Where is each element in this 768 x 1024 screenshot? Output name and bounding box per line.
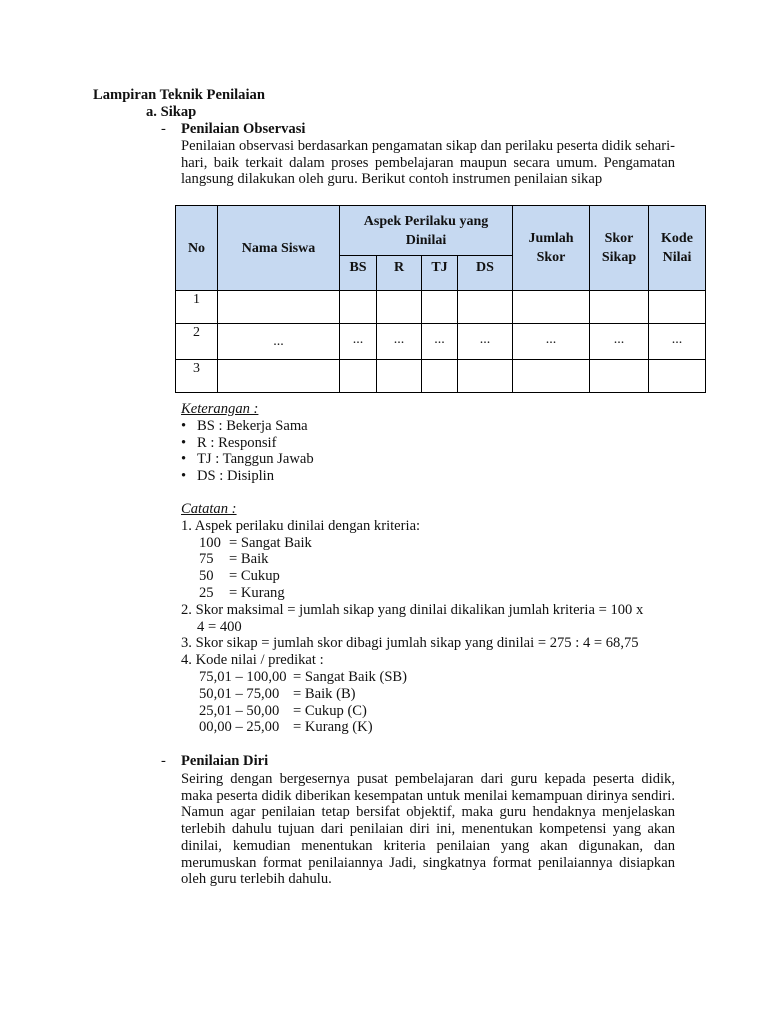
predikat-row (181, 686, 643, 703)
predikat-range: 50,01 – 75,00 (199, 685, 280, 702)
list-item (181, 435, 314, 452)
cell-bs (340, 360, 377, 393)
predikat-label: = Baik (B) (293, 685, 356, 702)
cell-tj (422, 291, 458, 324)
cell-r: ... (377, 324, 422, 360)
observasi-dash: - (161, 121, 166, 137)
header-skor-sikap: Skor Sikap (590, 206, 649, 291)
keterangan-title: Keterangan : (181, 401, 259, 417)
diri-title: Penilaian Diri (181, 753, 269, 769)
criteria-value: 75 (199, 551, 214, 568)
keterangan-block (181, 401, 314, 485)
row-no: 3 (176, 360, 218, 393)
header-ds: DS (458, 256, 513, 291)
keterangan-item: TJ : Tanggun Jawab (197, 451, 314, 468)
predikat-range: 25,01 – 50,00 (199, 702, 280, 719)
predikat-label: = Cukup (C) (293, 702, 367, 719)
catatan-item-1: 1. Aspek perilaku dinilai dengan kriteria: (181, 517, 421, 534)
cell-bs (340, 291, 377, 324)
observation-table (175, 205, 706, 393)
predikat-row (181, 669, 643, 686)
criteria-row (181, 535, 643, 552)
table-row (176, 360, 706, 393)
cell-jumlah (513, 360, 590, 393)
diri-paragraph-text: Seiring dengan bergesernya pusat pembelajaran dari guru kepada peserta didik, maka peserta didik diberikan kesempatan untuk menilai kemampuan dirinya sendiri. Namun agar penilaian tetap bersifat objektif, maka guru hendaknya menjelaskan terlebih dahulu tujuan dari penilaian diri ini, menentukan kompetensi yang akan dinilai, kemudian menentukan kriteria penilaian yang akan digunakan, dan merumuskan format penilaiannya Jadi, singkatnya format penilaiannya disiapkan oleh guru terlebih dahulu. (181, 771, 675, 888)
cell-ds (458, 291, 513, 324)
cell-jumlah (513, 291, 590, 324)
criteria-label: = Kurang (229, 584, 285, 601)
criteria-row (181, 568, 643, 585)
document-heading: Lampiran Teknik Penilaian (93, 87, 265, 103)
list-item (181, 468, 314, 485)
cell-r (377, 291, 422, 324)
predikat-label: = Sangat Baik (SB) (293, 668, 408, 685)
criteria-value: 50 (199, 568, 214, 585)
cell-kode (649, 360, 706, 393)
table-row (176, 324, 706, 360)
catatan-item-2: 2. Skor maksimal = jumlah sikap yang dinilai dikalikan jumlah kriteria = 100 x (181, 601, 644, 618)
catatan-item-3: 3. Skor sikap = jumlah skor dibagi jumlah sikap yang dinilai = 275 : 4 = 68,75 (181, 635, 639, 652)
cell-r (377, 360, 422, 393)
criteria-label: = Sangat Baik (229, 534, 312, 551)
cell-skor: ... (590, 324, 649, 360)
header-r: R (377, 256, 422, 291)
header-no: No (176, 206, 218, 291)
criteria-label: = Cukup (229, 568, 280, 585)
header-kode-nilai: Kode Nilai (649, 206, 706, 291)
criteria-row (181, 551, 643, 568)
cell-tj (422, 360, 458, 393)
cell-nama: ... (218, 324, 340, 360)
row-no: 1 (176, 291, 218, 324)
criteria-row (181, 585, 643, 602)
cell-bs: ... (340, 324, 377, 360)
observasi-paragraph-text: Penilaian observasi berdasarkan pengamatan sikap dan perilaku peserta didik sehari-hari, baik terkait dalam proses pembelajaran maupun secara umum. Pengamatan langsung dilakukan oleh guru. Berikut contoh instrumen penilaian sikap (181, 138, 675, 188)
catatan-block (181, 501, 643, 736)
list-item (181, 451, 314, 468)
observasi-title: Penilaian Observasi (181, 121, 306, 137)
cell-skor (590, 360, 649, 393)
header-jumlah-skor: Jumlah Skor (513, 206, 590, 291)
table-row (176, 291, 706, 324)
observasi-paragraph (181, 138, 675, 188)
criteria-value: 100 (199, 534, 221, 551)
cell-skor (590, 291, 649, 324)
cell-ds: ... (458, 324, 513, 360)
cell-jumlah: ... (513, 324, 590, 360)
bullet-icon: • (181, 451, 187, 468)
cell-nama (218, 291, 340, 324)
catatan-item-2-cont: 4 = 400 (197, 618, 242, 635)
bullet-icon: • (181, 468, 187, 485)
criteria-value: 25 (199, 584, 214, 601)
cell-kode (649, 291, 706, 324)
bullet-icon: • (181, 417, 187, 434)
keterangan-item: R : Responsif (197, 434, 277, 451)
predikat-range: 75,01 – 100,00 (199, 668, 287, 685)
cell-nama (218, 360, 340, 393)
header-bs: BS (340, 256, 377, 291)
predikat-label: = Kurang (K) (293, 719, 373, 736)
header-tj: TJ (422, 256, 458, 291)
predikat-row (181, 719, 643, 736)
criteria-label: = Baik (229, 551, 269, 568)
diri-dash: - (161, 753, 166, 769)
predikat-range: 00,00 – 25,00 (199, 719, 280, 736)
keterangan-item: BS : Bekerja Sama (197, 417, 308, 434)
row-no: 2 (176, 324, 218, 360)
cell-tj: ... (422, 324, 458, 360)
cell-kode: ... (649, 324, 706, 360)
keterangan-item: DS : Disiplin (197, 468, 275, 485)
predikat-row (181, 703, 643, 720)
header-aspek-perilaku: Aspek Perilaku yang Dinilai (340, 206, 513, 256)
diri-paragraph (181, 771, 675, 888)
list-item (181, 418, 314, 435)
bullet-icon: • (181, 434, 187, 451)
catatan-title: Catatan : (181, 501, 237, 517)
header-nama-siswa: Nama Siswa (218, 206, 340, 291)
catatan-item-4: 4. Kode nilai / predikat : (181, 652, 324, 669)
section-a-heading: a. Sikap (146, 104, 197, 120)
cell-ds (458, 360, 513, 393)
